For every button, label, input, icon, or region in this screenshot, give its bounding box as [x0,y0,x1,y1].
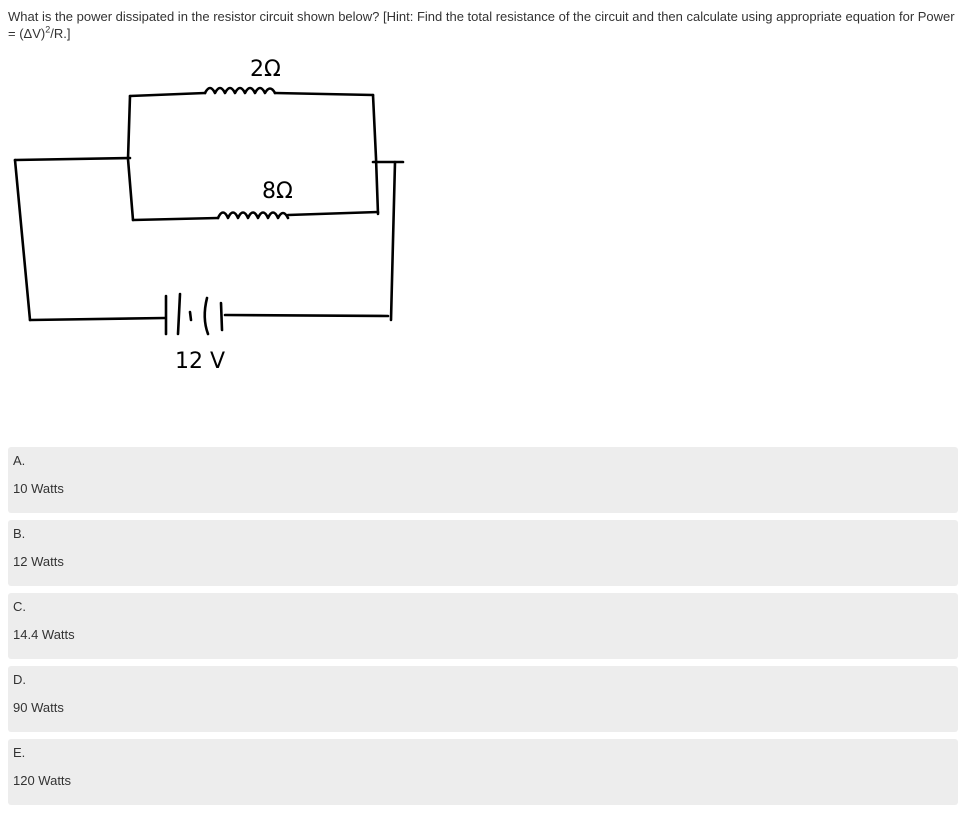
option-letter: A. [13,453,26,468]
outer-wire-right-side [391,162,395,320]
option-letter: D. [13,672,26,687]
battery-plate-2 [178,294,180,334]
answer-option-e[interactable] [8,739,958,805]
answer-option-b[interactable] [8,520,958,586]
battery-plate-3 [205,298,208,334]
outer-wire-bottom-right [225,315,388,316]
answer-option-a[interactable] [8,447,958,513]
battery-voltage-label: 12 V [175,349,226,374]
resistor-2-ohm-label: 2Ω [250,57,281,82]
outer-wire-left-top [15,158,130,160]
answer-option-d[interactable] [8,666,958,732]
bottom-wire-right [288,212,378,215]
bottom-wire-left [133,218,218,220]
option-letter: E. [13,745,26,760]
resistor-8-ohm-label: 8Ω [262,179,293,204]
option-text: 120 Watts [13,773,72,788]
option-text: 90 Watts [13,700,64,715]
circuit-diagram [0,50,420,380]
option-text: 10 Watts [13,481,64,496]
question-text [8,8,963,42]
outer-wire-left-side [15,160,30,320]
option-letter: B. [13,526,26,541]
option-text: 12 Watts [13,554,64,569]
option-letter: C. [13,599,26,614]
question-superscript: 2 [45,24,51,35]
option-text: 14.4 Watts [13,627,75,642]
outer-wire-bottom-left [30,318,165,320]
top-wire-left [130,93,205,96]
question-text-main: What is the power dissipated in the resistor circuit shown below? [Hint: Find the total resistance of the circuit and then calculate using appropriate equation for Power = (ΔV) [8,9,955,41]
resistor-2-ohm [205,88,275,93]
battery-wire [190,312,191,320]
answer-options [8,447,958,812]
answer-option-c[interactable] [8,593,958,659]
resistor-8-ohm [218,213,288,219]
question-text-end: /R.] [50,26,71,41]
box-right-side [373,95,378,214]
top-wire-right [275,93,373,95]
battery-plate-4 [221,303,222,330]
